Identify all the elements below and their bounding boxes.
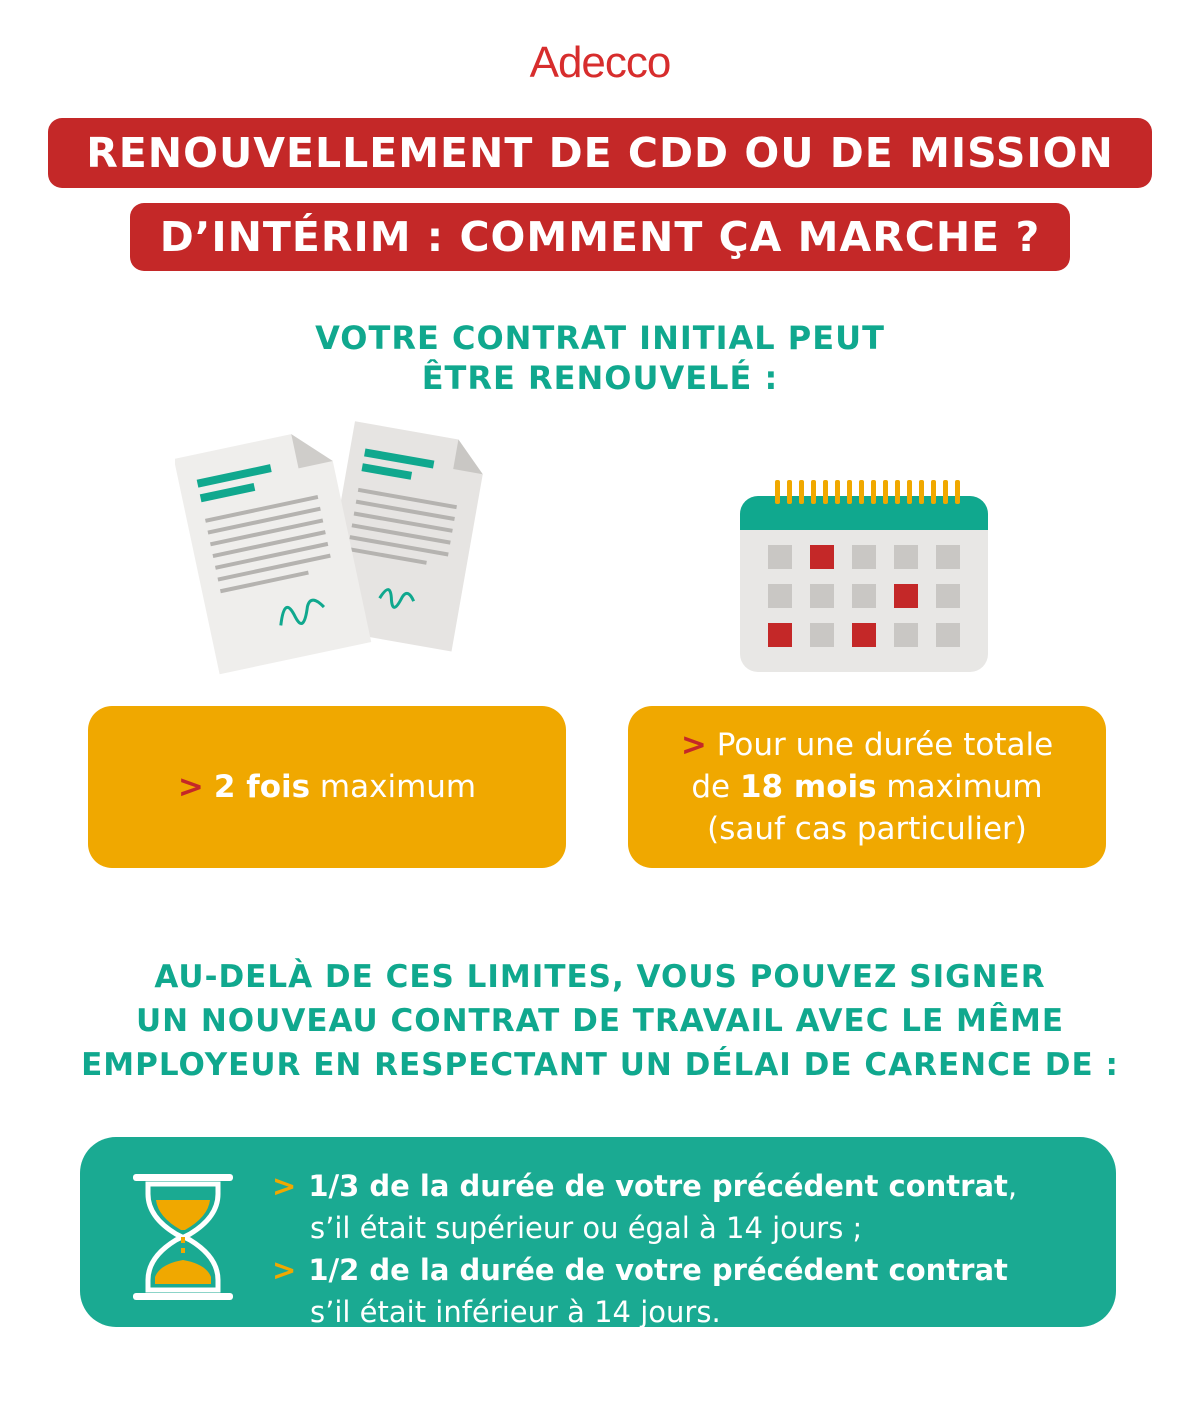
calendar-icon xyxy=(730,478,990,673)
carence-rules xyxy=(272,1165,1102,1333)
heading-line: UN NOUVEAU CONTRAT DE TRAVAIL AVEC LE MÊME xyxy=(135,1003,1065,1039)
duration-line-1-text: Pour une durée totale xyxy=(716,727,1054,763)
duration-line-1 xyxy=(681,724,1053,766)
heading-line: ÊTRE RENOUVELÉ : xyxy=(421,359,779,397)
arrow-marker: > xyxy=(177,769,204,805)
renewal-count-bold: 2 fois xyxy=(213,769,311,805)
arrow-marker: > xyxy=(272,1169,297,1203)
rule-2-main xyxy=(272,1249,1102,1291)
arrow-marker: > xyxy=(272,1253,297,1287)
heading-line: EMPLOYEUR EN RESPECTANT UN DÉLAI DE CARENCE DE : xyxy=(81,1047,1119,1083)
title-line-2: D’INTÉRIM : COMMENT ÇA MARCHE ? xyxy=(130,203,1070,271)
section-heading-carence xyxy=(0,955,1200,1087)
heading-line: VOTRE CONTRAT INITIAL PEUT xyxy=(315,319,885,357)
rule-1-main xyxy=(272,1165,1102,1207)
renewal-count-box xyxy=(88,706,566,868)
rule-2-detail: s’il était inférieur à 14 jours. xyxy=(310,1295,721,1329)
contract-documents-icon xyxy=(175,410,495,680)
duration-line-3: (sauf cas particulier) xyxy=(707,811,1027,847)
title-line-1: RENOUVELLEMENT DE CDD OU DE MISSION xyxy=(48,118,1152,188)
heading-line: AU-DELÀ DE CES LIMITES, VOUS POUVEZ SIGNER xyxy=(154,959,1046,995)
section-heading-renewal xyxy=(0,318,1200,398)
duration-line-2 xyxy=(691,766,1042,808)
hourglass-icon xyxy=(128,1172,238,1302)
total-duration-box xyxy=(628,706,1106,868)
rule-2-bold: 1/2 de la durée de votre précédent contrat xyxy=(308,1253,1008,1287)
duration-bold: 18 mois xyxy=(739,769,877,805)
rule-1-bold: 1/3 de la durée de votre précédent contrat xyxy=(308,1169,1008,1203)
renewal-count-text xyxy=(178,766,476,808)
rule-1-comma: , xyxy=(1007,1169,1018,1203)
duration-prefix: de xyxy=(691,769,740,805)
arrow-marker: > xyxy=(680,727,707,763)
carence-rules-box xyxy=(80,1137,1116,1327)
duration-suffix: maximum xyxy=(876,769,1043,805)
rule-1-detail: s’il était supérieur ou égal à 14 jours ; xyxy=(310,1211,863,1245)
adecco-logo: Adecco xyxy=(529,38,671,87)
renewal-count-suffix: maximum xyxy=(310,769,477,805)
